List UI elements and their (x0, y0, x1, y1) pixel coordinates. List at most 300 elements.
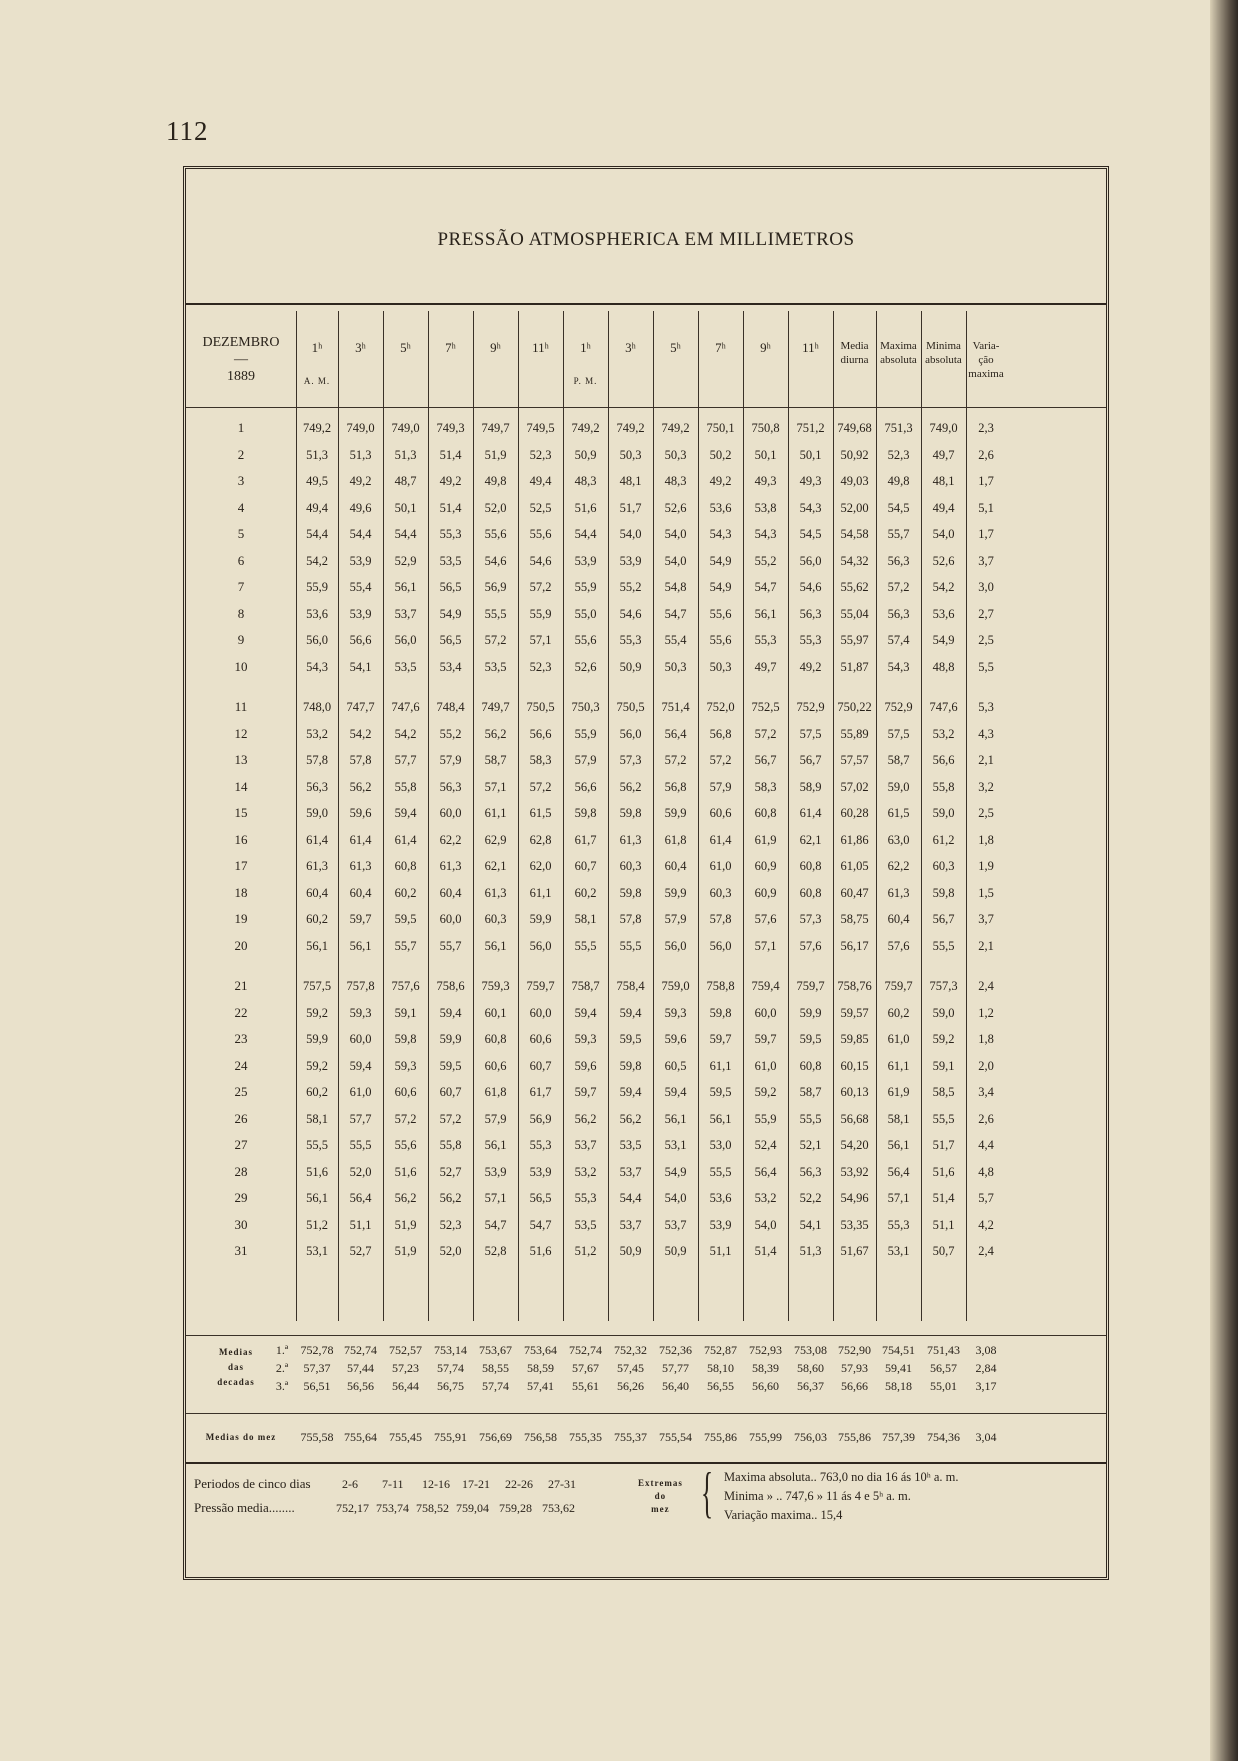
period-value: 2-6 (342, 1477, 358, 1491)
table-cell: 53,6 (709, 500, 732, 515)
table-cell: 752,0 (706, 700, 735, 714)
table-cell: 749,0 (391, 421, 420, 435)
table-cell: 59,8 (619, 885, 642, 900)
table-cell: 2,4 (978, 979, 994, 993)
table-cell: 60,8 (754, 806, 777, 820)
table-cell: 59,8 (709, 1005, 732, 1020)
table-cell: 54,8 (664, 580, 687, 594)
table-cell: 54,9 (664, 1164, 687, 1179)
day-number: 26 (234, 1110, 248, 1126)
table-cell: 61,0 (709, 859, 732, 873)
table-cell: 53,7 (619, 1164, 642, 1179)
table-cell: 54,4 (306, 527, 328, 541)
table-cell: 53,1 (887, 1244, 910, 1258)
table-cell: 60,2 (887, 1005, 910, 1020)
table-cell: 54,9 (709, 580, 732, 594)
period-value: 27-31 (548, 1477, 576, 1491)
table-cell: 60,3 (709, 885, 732, 900)
table-cell: 56,1 (664, 1111, 687, 1126)
table-row (186, 1240, 1106, 1262)
table-cell: 53,9 (709, 1217, 732, 1232)
table-cell: 61,05 (840, 859, 869, 873)
month-mean-cell: 755,54 (659, 1430, 692, 1444)
table-cell: 54,2 (306, 553, 328, 568)
decade-cell: 752,36 (659, 1343, 692, 1357)
table-cell: 55,3 (799, 633, 822, 647)
table-cell: 4,8 (978, 1164, 994, 1179)
table-cell: 749,5 (526, 421, 555, 435)
days-divider (186, 1335, 1106, 1336)
table-cell: 48,3 (664, 474, 687, 488)
table-cell: 3,4 (978, 1085, 994, 1099)
table-cell: 62,1 (799, 832, 822, 847)
table-cell: 60,47 (840, 885, 869, 900)
table-cell: 59,0 (887, 779, 910, 794)
table-cell: 750,5 (616, 700, 645, 714)
table-cell: 55,7 (439, 938, 462, 953)
decade-cell: 58,10 (707, 1361, 734, 1375)
table-cell: 60,4 (439, 885, 462, 900)
table-cell: 52,0 (484, 500, 507, 515)
table-cell: 55,3 (619, 633, 642, 647)
header-hour-9: 7ʰ (715, 340, 726, 355)
table-cell: 56,8 (664, 779, 687, 794)
table-cell: 55,3 (529, 1138, 552, 1152)
table-cell: 52,7 (349, 1244, 372, 1258)
decade-cell: 752,57 (389, 1343, 422, 1357)
table-cell: 59,7 (574, 1085, 597, 1099)
table-cell: 53,7 (394, 606, 417, 621)
table-cell: 57,1 (484, 779, 507, 794)
table-cell: 749,2 (302, 421, 332, 435)
table-cell: 57,4 (887, 633, 910, 647)
day-number: 29 (234, 1190, 248, 1205)
pressure-value: 753,74 (376, 1501, 409, 1515)
table-cell: 57,3 (619, 753, 642, 767)
month-mean-cell: 3,04 (975, 1430, 997, 1444)
table-cell: 55,5 (932, 1111, 955, 1126)
table-row (186, 855, 1106, 877)
day-number: 23 (234, 1031, 248, 1046)
day-number: 25 (234, 1084, 248, 1099)
header-variacao-maxima: Varia-ção maxima (968, 340, 1004, 380)
table-cell: 56,7 (799, 753, 822, 767)
day-number: 31 (234, 1243, 248, 1258)
day-number: 8 (237, 605, 245, 621)
extreme-line: Minima » .. 747,6 » 11 ás 4 e 5ʰ a. m. (724, 1489, 911, 1503)
table-cell: 60,13 (840, 1085, 869, 1099)
month-mean-cell: 755,37 (614, 1430, 647, 1444)
table-cell: 759,7 (526, 979, 555, 993)
table-cell: 51,3 (349, 447, 372, 462)
table-cell: 748,0 (302, 700, 332, 714)
table-cell: 53,7 (664, 1217, 687, 1232)
table-cell: 749,7 (481, 700, 510, 714)
table-cell: 49,4 (932, 500, 955, 515)
table-cell: 59,57 (840, 1005, 869, 1020)
decade-cell: 58,59 (527, 1361, 554, 1375)
month-mean-cell: 757,39 (882, 1430, 915, 1444)
table-cell: 57,6 (799, 938, 822, 953)
table-cell: 55,7 (394, 938, 417, 953)
table-cell: 57,5 (887, 726, 910, 741)
table-cell: 55,6 (394, 1138, 417, 1152)
table-cell: 60,2 (306, 912, 328, 926)
table-cell: 56,6 (574, 779, 597, 794)
table-cell: 53,92 (840, 1164, 869, 1179)
table-cell: 56,5 (529, 1191, 552, 1205)
table-row (186, 1134, 1106, 1156)
table-cell: 53,7 (574, 1138, 597, 1152)
table-cell: 53,6 (306, 606, 328, 621)
table-cell: 52,6 (664, 500, 687, 515)
table-cell: 759,7 (884, 979, 913, 993)
table-cell: 2,4 (978, 1244, 994, 1258)
table-cell: 53,35 (840, 1217, 869, 1232)
table-cell: 58,9 (799, 779, 822, 794)
table-cell: 60,28 (840, 806, 869, 820)
table-cell: 60,5 (664, 1058, 687, 1073)
table-cell: 54,2 (932, 580, 955, 594)
header-am: A. M. (303, 376, 331, 386)
period-value: 17-21 (462, 1477, 490, 1491)
header-month: DEZEMBRO (202, 335, 280, 350)
table-cell: 53,1 (664, 1138, 687, 1152)
decade-cell: 752,93 (749, 1343, 782, 1357)
table-row (186, 776, 1106, 798)
table-cell: 56,8 (709, 726, 732, 741)
table-cell: 56,5 (439, 580, 462, 594)
table-cell: 54,4 (349, 527, 372, 541)
decade-cell: 57,45 (617, 1361, 644, 1375)
table-cell: 57,9 (439, 753, 462, 767)
table-cell: 59,1 (932, 1058, 955, 1073)
table-cell: 49,3 (754, 474, 777, 488)
table-cell: 54,1 (349, 659, 372, 674)
table-row (186, 497, 1106, 519)
table-cell: 55,4 (664, 633, 687, 647)
table-row (186, 749, 1106, 771)
table-cell: 55,3 (754, 633, 777, 647)
table-cell: 52,0 (439, 1244, 462, 1258)
table-cell: 58,7 (887, 753, 910, 767)
decade-cell: 56,56 (347, 1379, 374, 1393)
table-cell: 54,6 (799, 580, 822, 594)
extremes-brace: { (701, 1462, 714, 1524)
table-cell: 51,6 (529, 1244, 552, 1258)
table-cell: 51,3 (394, 447, 417, 462)
day-number: 2 (237, 446, 245, 462)
decade-cell: 58,55 (482, 1361, 509, 1375)
table-cell: 62,2 (439, 832, 462, 847)
table-cell: 759,4 (751, 979, 780, 993)
table-cell: 58,7 (799, 1085, 822, 1099)
day-number: 12 (234, 725, 248, 741)
decade-cell: 56,66 (841, 1379, 868, 1393)
table-cell: 59,6 (574, 1058, 597, 1073)
day-number: 27 (234, 1137, 248, 1152)
table-cell: 54,3 (306, 659, 328, 674)
period-value: 7-11 (382, 1477, 404, 1491)
month-mean-cell: 755,86 (838, 1430, 871, 1444)
table-cell: 54,20 (840, 1138, 869, 1152)
table-cell: 752,9 (884, 700, 913, 714)
table-cell: 59,9 (306, 1032, 328, 1046)
table-cell: 60,4 (664, 859, 687, 873)
table-cell: 54,4 (574, 527, 597, 541)
table-cell: 59,0 (306, 806, 328, 820)
table-cell: 56,0 (709, 938, 732, 953)
table-cell: 56,0 (306, 633, 328, 647)
table-cell: 57,2 (754, 726, 777, 741)
header-dash: — (234, 352, 248, 367)
table-row (186, 908, 1106, 930)
table-row (186, 550, 1106, 572)
table-cell: 54,0 (664, 553, 687, 568)
table-cell: 51,9 (484, 447, 507, 462)
page-number: 112 (166, 116, 209, 146)
table-cell: 59,0 (932, 1005, 955, 1020)
table-cell: 55,7 (887, 527, 910, 541)
table-cell: 56,68 (840, 1111, 869, 1126)
table-cell: 54,7 (484, 1217, 507, 1232)
table-cell: 52,3 (887, 447, 910, 462)
table-cell: 55,5 (574, 938, 597, 953)
table-cell: 56,7 (932, 912, 955, 926)
header-hour-0: 1ʰ (311, 340, 323, 355)
header-hour-5: 11ʰ (532, 340, 549, 355)
month-mean-cell: 755,86 (704, 1430, 737, 1444)
table-cell: 53,9 (574, 553, 597, 568)
table-cell: 53,2 (932, 726, 955, 741)
table-cell: 49,3 (799, 474, 822, 488)
table-row (186, 975, 1106, 997)
table-cell: 58,5 (932, 1085, 955, 1099)
table-cell: 749,0 (346, 421, 375, 435)
table-cell: 750,1 (706, 421, 735, 435)
table-cell: 52,2 (799, 1191, 822, 1205)
table-cell: 53,0 (709, 1138, 732, 1152)
table-cell: 56,1 (754, 606, 777, 621)
decade-cell: 752,78 (300, 1343, 334, 1357)
month-mean-cell: 756,58 (524, 1430, 557, 1444)
table-cell: 53,9 (484, 1164, 507, 1179)
table-cell: 747,6 (391, 700, 420, 714)
decade-cell: 57,23 (392, 1361, 419, 1375)
table-cell: 53,7 (619, 1217, 642, 1232)
table-row (186, 444, 1106, 466)
extremes-label-line: do (654, 1491, 667, 1501)
table-cell: 57,9 (664, 912, 687, 926)
table-cell: 61,9 (754, 832, 777, 847)
table-cell: 60,15 (840, 1058, 869, 1073)
pressure-value: 759,04 (456, 1501, 489, 1515)
decade-cell: 752,87 (704, 1343, 737, 1357)
decade-cell: 57,37 (303, 1361, 331, 1375)
decade-cell: 56,26 (617, 1379, 644, 1393)
table-cell: 50,92 (840, 447, 869, 462)
table-cell: 61,7 (574, 832, 597, 847)
month-mean-cell: 755,58 (300, 1430, 334, 1444)
decade-ordinal: 1.ª (275, 1343, 289, 1357)
table-bottom-rule (186, 1462, 1106, 1464)
table-row (186, 1214, 1106, 1236)
header-hour-2: 5ʰ (400, 340, 411, 355)
table-cell: 56,3 (306, 779, 328, 794)
table-cell: 49,7 (754, 659, 777, 674)
period-value: 22-26 (505, 1477, 533, 1491)
day-number: 7 (237, 579, 245, 594)
table-cell: 56,3 (799, 1164, 822, 1179)
table-cell: 59,5 (799, 1032, 822, 1046)
day-number: 6 (237, 552, 245, 568)
table-cell: 3,0 (978, 580, 994, 594)
day-number: 14 (234, 778, 248, 794)
periods-label: Periodos de cinco dias (194, 1476, 311, 1491)
table-cell: 57,6 (887, 938, 910, 953)
table-cell: 51,1 (709, 1244, 732, 1258)
table-cell: 54,4 (619, 1191, 642, 1205)
table-cell: 58,7 (484, 753, 507, 767)
table-cell: 62,8 (529, 832, 552, 847)
table-cell: 56,5 (439, 633, 462, 647)
table-cell: 61,1 (887, 1058, 910, 1073)
table-cell: 57,1 (529, 633, 552, 647)
table-cell: 55,6 (709, 633, 732, 647)
table-cell: 60,8 (484, 1032, 507, 1046)
decade-cell: 57,44 (347, 1361, 374, 1375)
table-cell: 55,89 (840, 726, 869, 741)
table-cell: 51,2 (574, 1244, 597, 1258)
table-cell: 56,2 (484, 726, 507, 741)
table-cell: 56,1 (484, 1138, 507, 1152)
month-mean-cell: 756,69 (479, 1430, 512, 1444)
table-cell: 59,9 (529, 912, 552, 926)
table-cell: 54,9 (932, 633, 955, 647)
table-cell: 57,8 (709, 912, 732, 926)
table-cell: 61,0 (754, 1058, 777, 1073)
table-cell: 55,3 (574, 1191, 597, 1205)
day-number: 1 (237, 420, 245, 435)
table-cell: 57,1 (484, 1191, 507, 1205)
table-cell: 61,4 (394, 832, 417, 847)
table-cell: 51,87 (840, 659, 869, 674)
table-cell: 56,0 (529, 938, 552, 953)
table-row (186, 656, 1106, 678)
table-cell: 751,4 (661, 700, 690, 714)
extremes-label-line: mez (651, 1504, 670, 1514)
table-cell: 59,8 (574, 806, 597, 820)
table-cell: 751,3 (884, 421, 913, 435)
decade-ordinal: 3.ª (275, 1379, 289, 1393)
decade-row (186, 1341, 1106, 1359)
table-cell: 60,7 (529, 1058, 552, 1073)
table-cell: 56,1 (484, 938, 507, 953)
table-cell: 56,3 (887, 553, 910, 568)
table-cell: 61,3 (619, 832, 642, 847)
table-cell: 60,9 (754, 885, 777, 900)
decade-cell: 752,32 (614, 1343, 647, 1357)
table-cell: 59,85 (840, 1032, 869, 1046)
table-cell: 53,2 (574, 1164, 597, 1179)
period-value: 12-16 (422, 1477, 450, 1491)
table-cell: 54,6 (619, 606, 642, 621)
table-cell: 1,5 (978, 885, 994, 900)
table-cell: 57,8 (349, 753, 372, 767)
table-cell: 56,17 (840, 938, 869, 953)
decade-cell: 57,67 (572, 1361, 599, 1375)
table-cell: 55,0 (574, 606, 597, 621)
table-row (186, 629, 1106, 651)
decade-cell: 56,44 (392, 1379, 419, 1393)
decade-cell: 57,41 (527, 1379, 554, 1393)
decade-cell: 752,90 (838, 1343, 871, 1357)
table-cell: 55,8 (932, 779, 955, 794)
table-cell: 53,2 (306, 726, 328, 741)
table-cell: 48,3 (574, 474, 597, 488)
month-mean-cell: 755,45 (389, 1430, 422, 1444)
table-cell: 48,1 (619, 474, 642, 488)
table-cell: 759,3 (481, 979, 510, 993)
table-cell: 51,6 (932, 1164, 955, 1179)
table-cell: 52,00 (840, 500, 869, 515)
table-cell: 54,1 (799, 1217, 822, 1232)
table-cell: 54,3 (754, 527, 777, 541)
decade-cell: 3,08 (975, 1343, 997, 1357)
pressure-value: 753,62 (542, 1501, 575, 1515)
table-cell: 56,2 (349, 779, 372, 794)
table-cell: 49,8 (484, 474, 507, 488)
decade-cell: 59,41 (885, 1361, 912, 1375)
table-cell: 57,1 (887, 1191, 910, 1205)
decade-cell: 57,74 (437, 1361, 464, 1375)
table-cell: 53,4 (439, 659, 462, 674)
table-cell: 52,6 (932, 553, 955, 568)
table-cell: 55,9 (574, 726, 597, 741)
table-cell: 52,0 (349, 1164, 372, 1179)
table-row (186, 1055, 1106, 1077)
day-number: 3 (237, 473, 245, 488)
table-row (186, 576, 1106, 598)
table-cell: 56,1 (887, 1138, 910, 1152)
table-cell: 63,0 (887, 832, 910, 847)
day-number: 10 (234, 658, 248, 674)
table-cell: 56,2 (574, 1111, 597, 1126)
table-cell: 52,3 (529, 659, 552, 674)
table-cell: 55,4 (349, 580, 372, 594)
table-cell: 49,4 (529, 474, 552, 488)
table-cell: 50,1 (394, 500, 417, 515)
table-cell: 56,1 (306, 1191, 328, 1205)
table-row (186, 935, 1106, 957)
table-cell: 5,3 (978, 700, 994, 714)
table-cell: 59,4 (619, 1005, 642, 1020)
table-cell: 54,3 (709, 527, 732, 541)
table-cell: 60,0 (349, 1032, 372, 1046)
table-cell: 752,5 (751, 700, 780, 714)
table-cell: 749,2 (571, 421, 600, 435)
table-cell: 55,5 (349, 1138, 372, 1152)
extreme-line: Variação maxima.. 15,4 (724, 1508, 843, 1522)
table-cell: 54,4 (394, 527, 417, 541)
table-cell: 57,6 (754, 912, 777, 926)
table-cell: 52,3 (439, 1217, 462, 1232)
table-cell: 55,5 (709, 1164, 732, 1179)
table-cell: 61,1 (709, 1058, 732, 1073)
table-cell: 57,2 (529, 580, 552, 594)
table-cell: 55,6 (484, 527, 507, 541)
table-cell: 2,7 (978, 606, 994, 621)
